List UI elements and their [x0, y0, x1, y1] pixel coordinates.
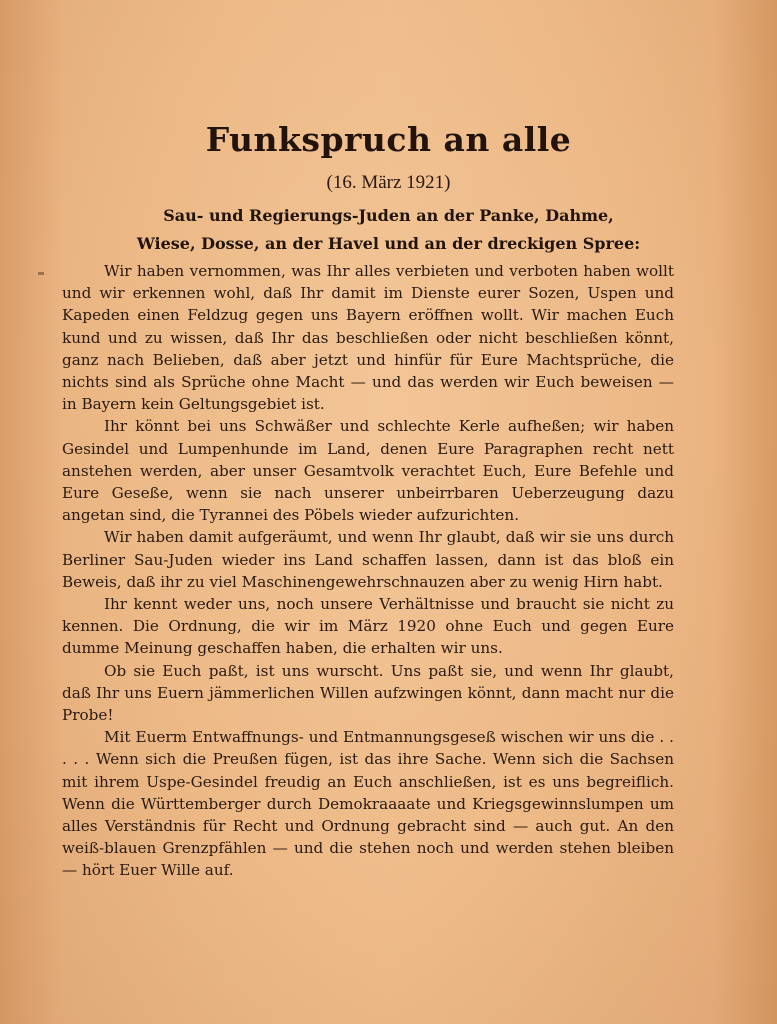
margin-mark — [38, 272, 44, 275]
paragraph-3: Wir haben damit aufgeräumt, und wenn Ihr glaubt, daß wir sie uns durch Berliner Sau-Juden wieder ins Land schaffen lassen, dann ist das bloß ein Beweis, daß ihr zu viel Maschinengewehrschnauzen aber zu wenig Hirn habt. — [62, 528, 674, 591]
page-title: Funkspruch an alle — [205, 120, 572, 159]
paragraph-4: Ihr kennt weder uns, noch unsere Verhältnisse und braucht sie nicht zu kennen. Die Ordnung, die wir im März 1920 ohne Euch und gegen Eure dumme Meinung geschaffen haben, die erhalten wir uns. — [62, 595, 674, 658]
subtitle-line-1: Sau- und Regierungs-Juden an der Panke, Dahme, — [163, 206, 614, 225]
paragraph-2: Ihr könnt bei uns Schwäßer und schlechte Kerle aufheßen; wir haben Gesindel und Lumpenhunde im Land, denen Eure Paragraphen recht nett anstehen werden, aber unser Gesamtvolk verachtet Euch, Eure Befehle und Eure Geseße, wenn sie nach unserer unbeirrbaren Ueberzeugung dazu angetan sind, die Tyrannei des Pöbels wieder aufzurichten. — [62, 417, 674, 525]
paragraph-1: Wir haben vernommen, was Ihr alles verbieten und verboten haben wollt und wir erkennen wohl, daß Ihr damit im Dienste eurer Sozen, Uspen und Kapeden einen Feldzug gegen uns Bayern eröffnen wollt. Wir machen Euch kund und zu wissen, daß Ihr das beschließen oder nicht beschließen könnt, ganz nach Belieben, daß aber jetzt und hinfür für Eure Machtsprüche, die nichts sind als Sprüche ohne Macht — und das werden wir Euch beweisen — in Bayern kein Geltungsgebiet ist. — [62, 262, 674, 414]
date-line: (16. März 1921) — [326, 172, 451, 193]
subtitle — [100, 202, 677, 258]
paragraph-6: Mit Euerm Entwaffnungs- und Entmannungsgeseß wischen wir uns die . . . . . Wenn sich die Preußen fügen, ist das ihre Sache. Wenn sich die Sachsen mit ihrem Uspe-Gesindel freudig an Euch anschließen, ist es uns begreiflich. Wenn die Württemberger durch Demokraaaate und Kriegsgewinnslumpen um alles Verständnis für Recht und Ordnung gebracht sind — auch gut. An den weiß-blauen Grenzpfählen — und die stehen noch und werden stehen bleiben — hört Euer Wille auf. — [62, 728, 674, 880]
body-text — [62, 260, 674, 882]
paragraph-5: Ob sie Euch paßt, ist uns wurscht. Uns paßt sie, und wenn Ihr glaubt, daß Ihr uns Euern jämmerlichen Willen aufzwingen könnt, dann macht nur die Probe! — [62, 661, 674, 725]
subtitle-line-2: Wiese, Dosse, an der Havel und an der dreckigen Spree: — [136, 234, 641, 253]
